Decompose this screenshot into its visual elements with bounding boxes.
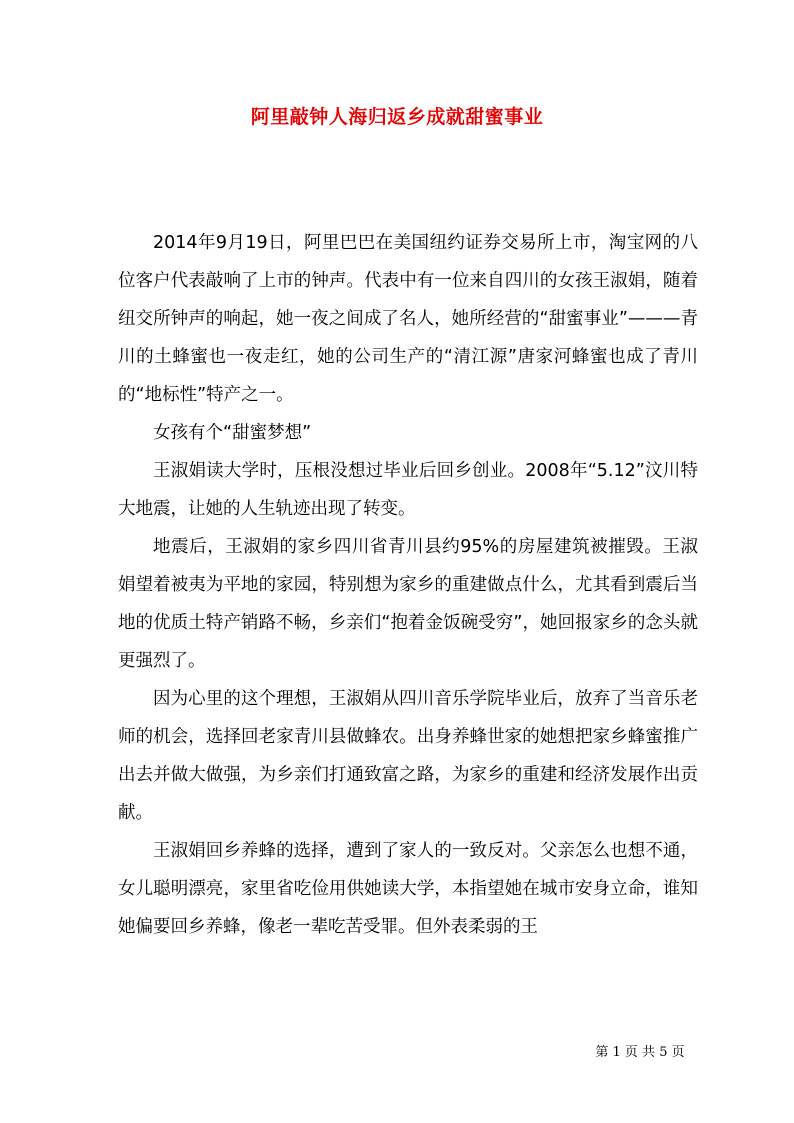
page-footer: 第 1 页 共 5 页	[595, 1045, 685, 1060]
paragraph: 地震后，王淑娟的家乡四川省青川县约95%的房屋建筑被摧毁。王淑娟望着被夷为平地的家园，特别想为家乡的重建做点什么，尤其看到震后当地的优质土特产销路不畅，乡亲们“抱着金饭碗受穷”，她回报家乡的念头就更强烈了。	[118, 537, 698, 671]
document-body	[118, 224, 698, 946]
paragraph: 王淑娟读大学时，压根没想过毕业后回乡创业。2008年“5.12”汶川特大地震，让她的人生轨迹出现了转变。	[118, 461, 698, 519]
paragraph: 2014年9月19日，阿里巴巴在美国纽约证券交易所上市，淘宝网的八位客户代表敲响了上市的钟声。代表中有一位来自四川的女孩王淑娟，随着纽交所钟声的响起，她一夜之间成了名人，她所经营的“甜蜜事业”———青川的土蜂蜜也一夜走红，她的公司生产的“清江源”唐家河蜂蜜也成了青川的“地标性”特产之一。	[118, 233, 698, 405]
document-title: 阿里敲钟人海归返乡成就甜蜜事业	[250, 106, 544, 128]
paragraph: 因为心里的这个理想，王淑娟从四川音乐学院毕业后，放弃了当音乐老师的机会，选择回老家青川县做蜂农。出身养蜂世家的她想把家乡蜂蜜推广出去并做大做强，为乡亲们打通致富之路，为家乡的重建和经济发展作出贡献。	[118, 689, 698, 823]
paragraph: 王淑娟回乡养蜂的选择，遭到了家人的一致反对。父亲怎么也想不通，女儿聪明漂亮，家里省吃俭用供她读大学，本指望她在城市安身立命，谁知她偏要回乡养蜂，像老一辈吃苦受罪。但外表柔弱的王	[118, 841, 698, 937]
section-heading: 女孩有个“甜蜜梦想”	[153, 423, 312, 443]
